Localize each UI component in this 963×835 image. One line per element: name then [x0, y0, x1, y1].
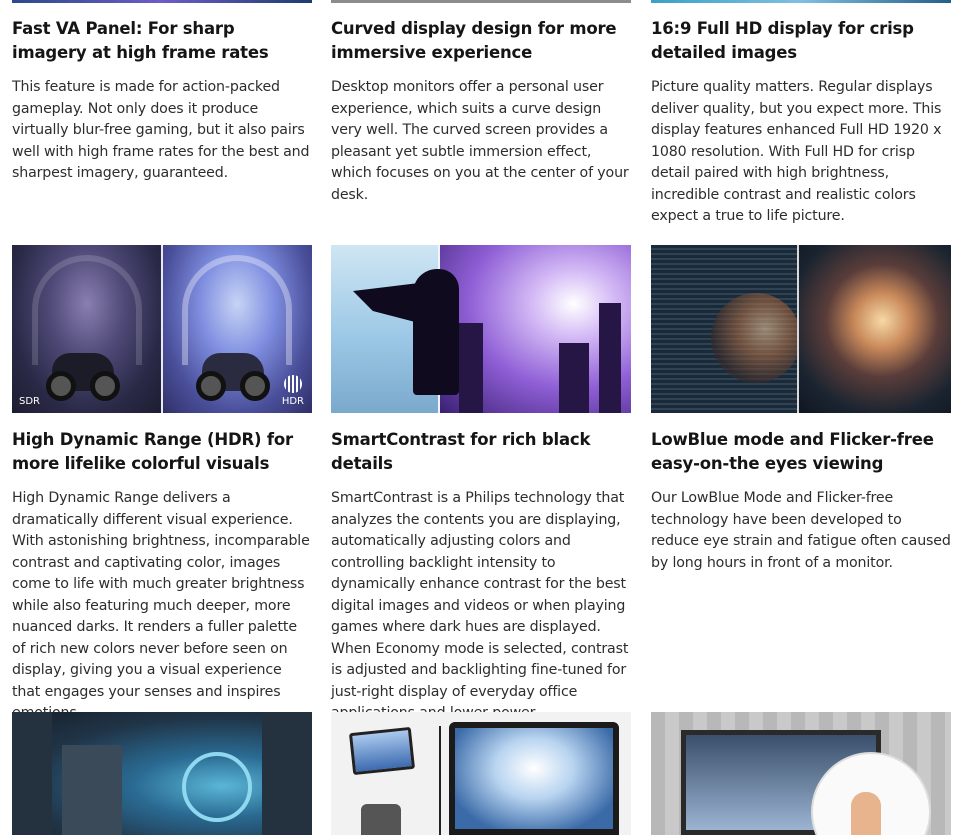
hologram-ring — [182, 752, 252, 822]
feature-title: LowBlue mode and Flicker-free easy-on-the eyes viewing — [651, 430, 934, 473]
feature-description: This feature is made for action-packed gameplay. Not only does it produce virtually blur-free gaming, but it also pairs well with high frame rates for the best and sharpest imagery, guaranteed. — [12, 79, 310, 181]
feature-description: Picture quality matters. Regular displays deliver quality, but you expect more. This display features enhanced Full HD 1920 x 1080 resolution. With Full HD for crisp detail paired with high brightness, incredible contrast and realistic colors expect a true to life picture. — [651, 79, 942, 224]
cyber-city-image — [12, 712, 312, 835]
comparison-divider — [797, 245, 799, 413]
hdr-label: HDR — [281, 396, 304, 407]
lowblue-image — [651, 245, 951, 413]
comparison-divider — [161, 245, 163, 413]
feature-title: Curved display design for more immersive experience — [331, 19, 617, 62]
feature-description: Our LowBlue Mode and Flicker-free technology have been developed to reduce eye strain and fatigue often caused by long hours in front of a monitor. — [651, 490, 951, 571]
feature-description: High Dynamic Range delivers a dramatically different visual experience. With astonishing brightness, incomparable contrast and captivating color, images come to life with much greater brightness while also featuring much deeper, more nuanced darks. It renders a fuller palette of rich new colors never before seen on display, giving you a visual experience that engages your senses and inspires — [12, 490, 310, 700]
sdr-label: SDR — [19, 396, 40, 407]
monitor-thumbnail — [349, 727, 415, 775]
hdr-comparison-image — [12, 245, 312, 413]
silhouette-figure — [413, 269, 459, 395]
feature-card-full-hd — [651, 17, 951, 228]
monitor-stand — [361, 804, 401, 835]
feature-card-fast-va — [12, 17, 312, 185]
feature-title: SmartContrast for rich black details — [331, 430, 591, 473]
osd-control-image — [651, 712, 951, 835]
ergonomic-stand-image — [331, 712, 631, 835]
curved-monitor — [449, 722, 619, 835]
feature-card-smartcontrast — [331, 428, 631, 746]
feature-card-curved — [331, 17, 631, 206]
feature-image-strip — [331, 0, 631, 3]
hdr-logo-icon — [284, 375, 302, 393]
feature-image-strip — [651, 0, 951, 3]
sdr-half — [12, 245, 162, 413]
feature-description: Desktop monitors offer a personal user experience, which suits a curve design very well. The curved screen provides a pleasant yet subtle immersion effect, which focuses on you at the center of your desk. — [331, 79, 629, 203]
feature-title: High Dynamic Range (HDR) for more lifelike colorful visuals — [12, 430, 293, 473]
feature-image-strip — [12, 0, 312, 3]
feature-card-hdr — [12, 428, 312, 725]
feature-description: SmartContrast is a Philips technology that analyzes the contents you are displaying, automatically adjusting colors and controlling backlight intensity to dynamically enhance contrast for the best digital images and videos or when playing games where dark hues are displayed. When Economy mode is selected, contrast is adjusted and backlighting fine-tuned for just-right display of everyday office — [331, 490, 629, 700]
feature-title: Fast VA Panel: For sharp imagery at high frame rates — [12, 19, 269, 62]
finger-pressing-icon — [851, 792, 881, 835]
smartcontrast-image — [331, 245, 631, 413]
height-adjust-arrow-icon — [439, 726, 441, 835]
feature-title: 16:9 Full HD display for crisp detailed images — [651, 19, 914, 62]
feature-card-lowblue — [651, 428, 951, 574]
